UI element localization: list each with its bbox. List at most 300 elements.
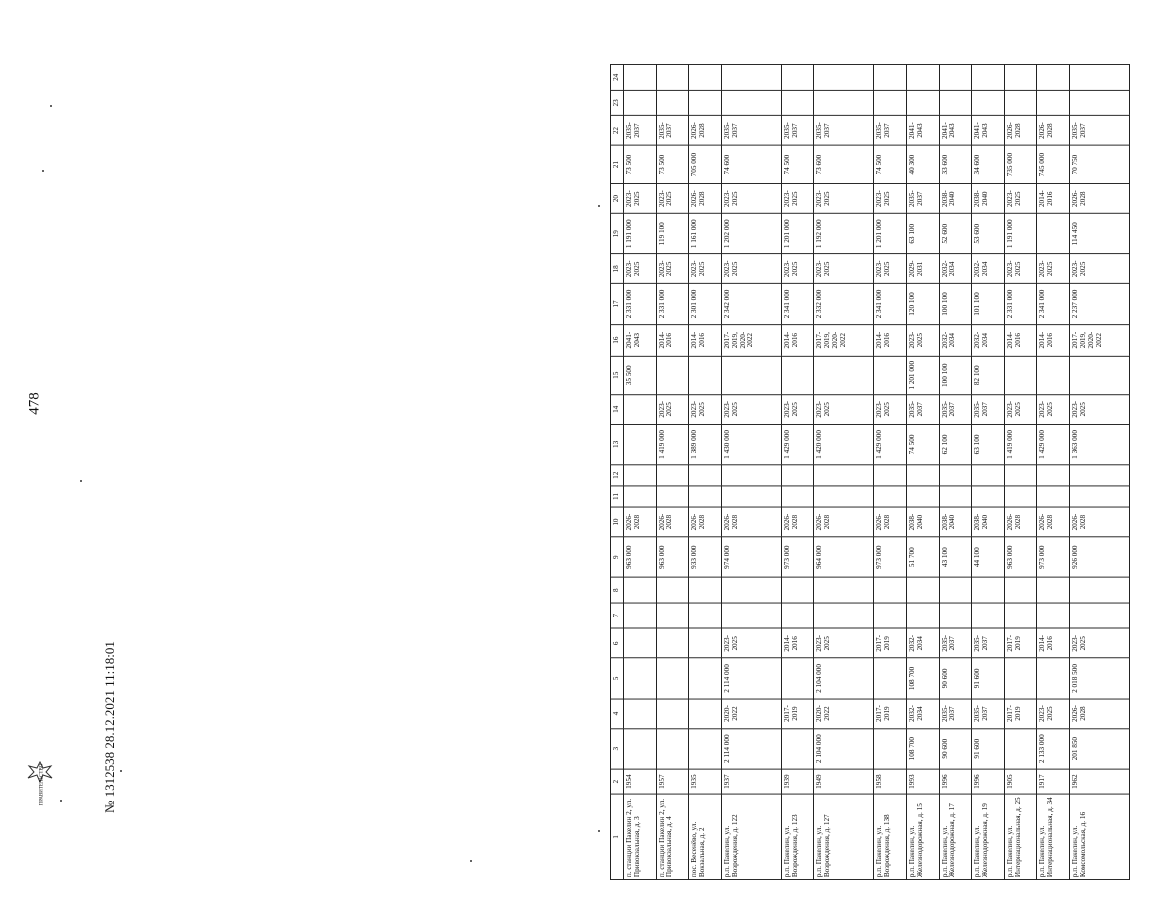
table-cell — [781, 486, 814, 507]
address-cell: р.п. Пакелин, ул. Железнодорожная, д. 17 — [939, 794, 972, 879]
table-cell — [814, 465, 874, 486]
table-cell — [906, 90, 939, 116]
table-cell: 100 100 — [939, 356, 972, 394]
table-cell: 1 202 000 — [721, 214, 781, 254]
table-cell — [972, 465, 1005, 486]
table-cell: 2023-2025 — [814, 394, 874, 424]
table-cell — [1037, 577, 1070, 603]
table-cell: 2038-2040 — [906, 507, 939, 537]
table-cell: 91 600 — [972, 658, 1005, 698]
column-header: 7 — [611, 603, 624, 629]
table-cell: 1949 — [814, 769, 874, 795]
table-cell: 74 600 — [721, 145, 781, 183]
table-row — [721, 64, 781, 879]
table-cell — [781, 64, 814, 90]
address-cell: р.п. Пакелин, ул. Интернациональная, д. 34 — [1037, 794, 1070, 879]
table-cell — [939, 465, 972, 486]
address-cell: пос. Весенёво, ул. Вокзальная, д. 2 — [689, 794, 722, 879]
table-cell: 201 850 — [1069, 728, 1129, 768]
government-logo — [20, 760, 60, 820]
table-cell — [1004, 90, 1037, 116]
table-cell: 63 100 — [906, 214, 939, 254]
table-cell: 2 114 000 — [721, 658, 781, 698]
address-cell: р.п. Пакелин, ул. Возрождения, д. 127 — [814, 794, 874, 879]
table-cell — [814, 356, 874, 394]
address-cell: р.п. Пакелин, ул. Железнодорожная, д. 19 — [972, 794, 1005, 879]
table-cell: 119 100 — [656, 214, 689, 254]
table-cell: 2032-2034 — [906, 628, 939, 658]
table-cell: 2014-2016 — [781, 324, 814, 356]
address-cell: р.п. Пакелин, ул. Возрождения, д. 123 — [781, 794, 814, 879]
table-cell: 33 600 — [939, 145, 972, 183]
table-cell — [721, 577, 781, 603]
registry-table — [610, 64, 1130, 880]
table-cell: 2014-2016 — [1037, 184, 1070, 214]
table-cell: 2026-2028 — [1037, 116, 1070, 146]
table-cell: 2035-2037 — [972, 628, 1005, 658]
table-cell: 1917 — [1037, 769, 1070, 795]
table-cell: 2023-2025 — [721, 628, 781, 658]
table-cell — [906, 577, 939, 603]
table-cell — [972, 486, 1005, 507]
table-cell: 101 100 — [972, 284, 1005, 324]
table-cell — [1004, 577, 1037, 603]
table-cell: 2020-2022 — [721, 699, 781, 729]
table-cell: 2032-2034 — [972, 254, 1005, 284]
table-cell: 2 331 000 — [656, 284, 689, 324]
table-cell: 1 419 000 — [1004, 424, 1037, 464]
table-row — [874, 64, 907, 879]
table-cell: 2 341 000 — [781, 284, 814, 324]
table-body — [624, 64, 1130, 879]
table-cell: 73 600 — [814, 145, 874, 183]
table-cell: 70 750 — [1069, 145, 1129, 183]
table-cell: 2017-2019 — [781, 699, 814, 729]
table-cell — [624, 394, 657, 424]
page-number: 478 — [26, 392, 43, 415]
table-cell — [906, 603, 939, 629]
table-cell: 2023-2025 — [906, 324, 939, 356]
table-cell: 2023-2025 — [1037, 699, 1070, 729]
table-cell — [689, 577, 722, 603]
table-cell: 2 341 000 — [874, 284, 907, 324]
table-cell: 1937 — [721, 769, 781, 795]
table-cell: 2023-2025 — [874, 254, 907, 284]
table-cell: 2026-2028 — [656, 507, 689, 537]
table-cell: 74 500 — [781, 145, 814, 183]
table-cell — [781, 603, 814, 629]
table-cell: 2038-2040 — [939, 507, 972, 537]
table-cell: 2026-2028 — [1004, 116, 1037, 146]
table-cell — [814, 577, 874, 603]
table-cell: 73 500 — [624, 145, 657, 183]
table-cell: 2023-2025 — [1004, 254, 1037, 284]
table-cell — [1037, 465, 1070, 486]
table-cell — [689, 486, 722, 507]
table-cell: 973 000 — [1037, 537, 1070, 577]
table-cell — [656, 356, 689, 394]
table-cell: 2026-2028 — [1069, 699, 1129, 729]
table-cell — [814, 64, 874, 90]
table-cell — [624, 603, 657, 629]
table-cell: 2014-2016 — [1004, 324, 1037, 356]
column-header: 19 — [611, 214, 624, 254]
table-cell — [656, 628, 689, 658]
table-cell: 1 389 000 — [689, 424, 722, 464]
table-cell — [1069, 577, 1129, 603]
table-cell — [721, 465, 781, 486]
table-cell: 2023-2025 — [1037, 254, 1070, 284]
table-row — [689, 64, 722, 879]
table-cell — [874, 64, 907, 90]
table-cell: 2 018 500 — [1069, 658, 1129, 698]
table-cell — [624, 658, 657, 698]
column-header: 1 — [611, 794, 624, 879]
table-cell — [906, 486, 939, 507]
table-cell: 2035-2037 — [814, 116, 874, 146]
table-cell: 108 700 — [906, 728, 939, 768]
table-cell: 2023-2025 — [656, 254, 689, 284]
table-cell: 2014-2016 — [781, 628, 814, 658]
table-cell — [1004, 658, 1037, 698]
table-cell: 100 100 — [939, 284, 972, 324]
table-cell: 2038-2040 — [972, 507, 1005, 537]
table-cell — [1037, 356, 1070, 394]
table-cell: 2035-2037 — [906, 184, 939, 214]
table-cell: 2 133 000 — [1037, 728, 1070, 768]
table-cell — [656, 465, 689, 486]
table-cell: 40 300 — [906, 145, 939, 183]
column-header: 24 — [611, 64, 624, 90]
table-cell — [939, 486, 972, 507]
table-header-row — [611, 64, 624, 879]
table-cell: 90 600 — [939, 728, 972, 768]
table-row — [814, 64, 874, 879]
table-cell — [689, 728, 722, 768]
table-cell: 2023-2025 — [1069, 394, 1129, 424]
table-cell — [1004, 465, 1037, 486]
logo-text: ПРАВИТЕЛЬСТВО — [39, 763, 45, 806]
table-cell — [906, 64, 939, 90]
table-cell: 2041-2043 — [906, 116, 939, 146]
table-cell: 1 192 000 — [814, 214, 874, 254]
table-row — [939, 64, 972, 879]
table-cell: 2023-2025 — [721, 254, 781, 284]
table-cell — [1037, 486, 1070, 507]
table-cell: 73 500 — [656, 145, 689, 183]
column-header: 23 — [611, 90, 624, 116]
column-header: 6 — [611, 628, 624, 658]
column-header: 3 — [611, 728, 624, 768]
table-cell: 2023-2025 — [624, 184, 657, 214]
table-cell: 2035-2037 — [721, 116, 781, 146]
table-cell — [939, 64, 972, 90]
address-cell: п. станции Пакелин 2, ул. Привокзальная, д. 3 — [624, 794, 657, 879]
column-header: 10 — [611, 507, 624, 537]
table-cell: 2023-2025 — [1004, 394, 1037, 424]
table-cell — [624, 728, 657, 768]
table-cell: 1 191 000 — [624, 214, 657, 254]
table-cell — [874, 465, 907, 486]
table-cell: 2023-2025 — [1004, 184, 1037, 214]
registry-table-wrapper — [610, 64, 1150, 880]
table-cell: 1957 — [656, 769, 689, 795]
table-cell — [874, 356, 907, 394]
table-cell — [689, 465, 722, 486]
table-cell: 2038-2040 — [972, 184, 1005, 214]
column-header: 13 — [611, 424, 624, 464]
table-cell: 973 000 — [874, 537, 907, 577]
table-cell: 2026-2028 — [689, 116, 722, 146]
table-cell: 1905 — [1004, 769, 1037, 795]
table-cell — [624, 699, 657, 729]
table-cell: 2035-2037 — [972, 699, 1005, 729]
table-cell: 963 000 — [624, 537, 657, 577]
table-cell — [1037, 214, 1070, 254]
table-cell — [656, 90, 689, 116]
table-cell: 2017-2019 — [1004, 628, 1037, 658]
address-cell: р.п. Пакелин, ул. Возрождения, д. 138 — [874, 794, 907, 879]
table-cell: 933 000 — [689, 537, 722, 577]
table-cell: 1958 — [874, 769, 907, 795]
table-cell: 974 000 — [721, 537, 781, 577]
table-cell — [939, 603, 972, 629]
address-cell: р.п. Пакелин, ул. Возрождения, д. 122 — [721, 794, 781, 879]
table-cell: 2 341 000 — [1037, 284, 1070, 324]
column-header: 14 — [611, 394, 624, 424]
table-cell — [1069, 465, 1129, 486]
table-cell: 2026-2028 — [1037, 507, 1070, 537]
column-header: 11 — [611, 486, 624, 507]
table-cell: 964 000 — [814, 537, 874, 577]
table-cell: 2041-2043 — [939, 116, 972, 146]
table-cell: 2035-2037 — [874, 116, 907, 146]
table-cell — [721, 64, 781, 90]
column-header: 12 — [611, 465, 624, 486]
column-header: 15 — [611, 356, 624, 394]
table-cell: 91 600 — [972, 728, 1005, 768]
table-cell: 1 201 000 — [874, 214, 907, 254]
table-cell: 53 600 — [972, 214, 1005, 254]
table-cell: 2035-2037 — [939, 628, 972, 658]
table-cell — [656, 603, 689, 629]
table-cell — [874, 658, 907, 698]
table-cell: 705 000 — [689, 145, 722, 183]
table-cell — [874, 577, 907, 603]
table-cell — [689, 699, 722, 729]
table-cell — [1004, 728, 1037, 768]
table-cell: 2026-2028 — [689, 507, 722, 537]
table-cell — [781, 577, 814, 603]
table-cell: 2041-2043 — [624, 324, 657, 356]
stamp-text: № 1312538 28.12.2021 11:18:01 — [102, 641, 117, 813]
table-cell: 2014-2016 — [1037, 628, 1070, 658]
column-header: 2 — [611, 769, 624, 795]
table-cell — [814, 603, 874, 629]
table-cell: 2 104 000 — [814, 728, 874, 768]
table-cell: 120 100 — [906, 284, 939, 324]
table-cell: 2023-2025 — [874, 394, 907, 424]
table-cell: 2023-2025 — [721, 394, 781, 424]
table-cell — [721, 603, 781, 629]
table-cell: 1 201 000 — [906, 356, 939, 394]
table-cell — [1069, 90, 1129, 116]
column-header: 17 — [611, 284, 624, 324]
address-cell: п. станции Пакелин 2, ул. Привокзальная, д. 4 — [656, 794, 689, 879]
table-cell: 2023-2025 — [656, 184, 689, 214]
table-cell — [624, 465, 657, 486]
table-cell: 2026-2028 — [874, 507, 907, 537]
table-cell: 2014-2016 — [874, 324, 907, 356]
table-cell — [1037, 658, 1070, 698]
table-cell — [874, 603, 907, 629]
table-cell — [781, 728, 814, 768]
table-cell: 2041-2043 — [972, 116, 1005, 146]
table-cell: 2035-2037 — [624, 116, 657, 146]
table-cell: 2032-2034 — [939, 254, 972, 284]
table-cell: 2035-2037 — [939, 699, 972, 729]
table-row — [1004, 64, 1037, 879]
table-cell: 2020-2022 — [814, 699, 874, 729]
table-cell: 2023-2025 — [874, 184, 907, 214]
table-cell: 2026-2028 — [1004, 507, 1037, 537]
table-cell — [781, 658, 814, 698]
table-cell: 2032-2034 — [972, 324, 1005, 356]
table-cell: 2038-2040 — [939, 184, 972, 214]
table-cell: 1962 — [1069, 769, 1129, 795]
table-cell: 2023-2025 — [814, 254, 874, 284]
table-cell: 74 500 — [874, 145, 907, 183]
table-cell — [1004, 603, 1037, 629]
table-cell: 2017-2019, 2020-2022 — [814, 324, 874, 356]
table-cell — [721, 90, 781, 116]
table-cell — [689, 356, 722, 394]
table-cell — [814, 486, 874, 507]
table-cell: 2023-2025 — [624, 254, 657, 284]
column-header: 21 — [611, 145, 624, 183]
table-cell: 2 301 000 — [689, 284, 722, 324]
table-cell: 2026-2028 — [689, 184, 722, 214]
table-cell — [721, 486, 781, 507]
table-cell: 1 201 000 — [781, 214, 814, 254]
column-header: 18 — [611, 254, 624, 284]
table-cell — [1004, 486, 1037, 507]
address-cell: р.п. Пакелин, ул. Комсомольская, д. 16 — [1069, 794, 1129, 879]
table-cell — [1069, 356, 1129, 394]
table-cell: 2017-2019 — [874, 628, 907, 658]
table-cell: 1 430 000 — [721, 424, 781, 464]
table-cell: 2026-2028 — [814, 507, 874, 537]
table-cell: 1 191 000 — [1004, 214, 1037, 254]
table-cell: 963 000 — [1004, 537, 1037, 577]
table-cell — [874, 90, 907, 116]
table-cell: 63 100 — [972, 424, 1005, 464]
table-cell — [972, 90, 1005, 116]
table-cell — [689, 64, 722, 90]
table-cell: 1 419 000 — [656, 424, 689, 464]
table-cell — [624, 577, 657, 603]
table-cell: 51 700 — [906, 537, 939, 577]
table-cell — [689, 90, 722, 116]
table-cell: 2 237 000 — [1069, 284, 1129, 324]
table-cell — [874, 728, 907, 768]
table-cell: 52 600 — [939, 214, 972, 254]
table-cell — [624, 424, 657, 464]
table-cell: 1 429 000 — [1037, 424, 1070, 464]
table-cell — [624, 64, 657, 90]
column-header: 4 — [611, 699, 624, 729]
table-cell: 2023-2025 — [689, 394, 722, 424]
address-cell: р.п. Пакелин, ул. Интернациональная, д. 25 — [1004, 794, 1037, 879]
table-cell: 2035-2037 — [656, 116, 689, 146]
column-header: 9 — [611, 537, 624, 577]
table-cell: 1935 — [689, 769, 722, 795]
table-cell: 1954 — [624, 769, 657, 795]
table-cell: 2017-2019, 2020-2022 — [1069, 324, 1129, 356]
table-cell — [781, 465, 814, 486]
table-cell: 2035-2037 — [1069, 116, 1129, 146]
table-cell: 1 420 000 — [814, 424, 874, 464]
table-cell: 2026-2028 — [781, 507, 814, 537]
column-header: 8 — [611, 577, 624, 603]
table-cell — [1037, 64, 1070, 90]
table-cell: 2035-2037 — [906, 394, 939, 424]
table-cell — [874, 486, 907, 507]
table-cell: 735 000 — [1004, 145, 1037, 183]
table-cell: 2032-2034 — [939, 324, 972, 356]
table-cell: 2026-2028 — [721, 507, 781, 537]
table-cell: 2023-2025 — [721, 184, 781, 214]
table-cell: 1996 — [939, 769, 972, 795]
table-row — [656, 64, 689, 879]
table-cell — [939, 90, 972, 116]
table-cell: 2017-2019 — [1004, 699, 1037, 729]
table-cell: 1993 — [906, 769, 939, 795]
table-cell — [1004, 356, 1037, 394]
table-cell — [689, 603, 722, 629]
table-cell: 2029-2031 — [906, 254, 939, 284]
table-cell: 963 000 — [656, 537, 689, 577]
table-cell: 2023-2025 — [781, 184, 814, 214]
table-cell: 2035-2037 — [972, 394, 1005, 424]
table-cell: 2017-2019, 2020-2022 — [721, 324, 781, 356]
document-stamp — [85, 575, 125, 815]
table-cell — [814, 90, 874, 116]
column-header: 5 — [611, 658, 624, 698]
table-cell: 2 104 000 — [814, 658, 874, 698]
table-cell — [1037, 90, 1070, 116]
table-cell: 44 100 — [972, 537, 1005, 577]
table-cell: 1 363 000 — [1069, 424, 1129, 464]
table-cell — [689, 628, 722, 658]
table-cell — [1069, 64, 1129, 90]
table-cell — [972, 603, 1005, 629]
table-cell: 1996 — [972, 769, 1005, 795]
table-cell: 973 000 — [781, 537, 814, 577]
table-row — [1037, 64, 1070, 879]
table-cell: 2 332 000 — [814, 284, 874, 324]
table-cell: 62 100 — [939, 424, 972, 464]
table-cell: 2014-2016 — [1037, 324, 1070, 356]
table-cell: 1 161 000 — [689, 214, 722, 254]
table-cell: 2032-2034 — [906, 699, 939, 729]
table-cell: 43 100 — [939, 537, 972, 577]
table-cell: 2023-2025 — [1069, 628, 1129, 658]
table-cell — [939, 577, 972, 603]
table-cell: 1 429 000 — [781, 424, 814, 464]
address-cell: р.п. Пакелин, ул. Железнодорожная, д. 15 — [906, 794, 939, 879]
table-cell: 2014-2016 — [689, 324, 722, 356]
